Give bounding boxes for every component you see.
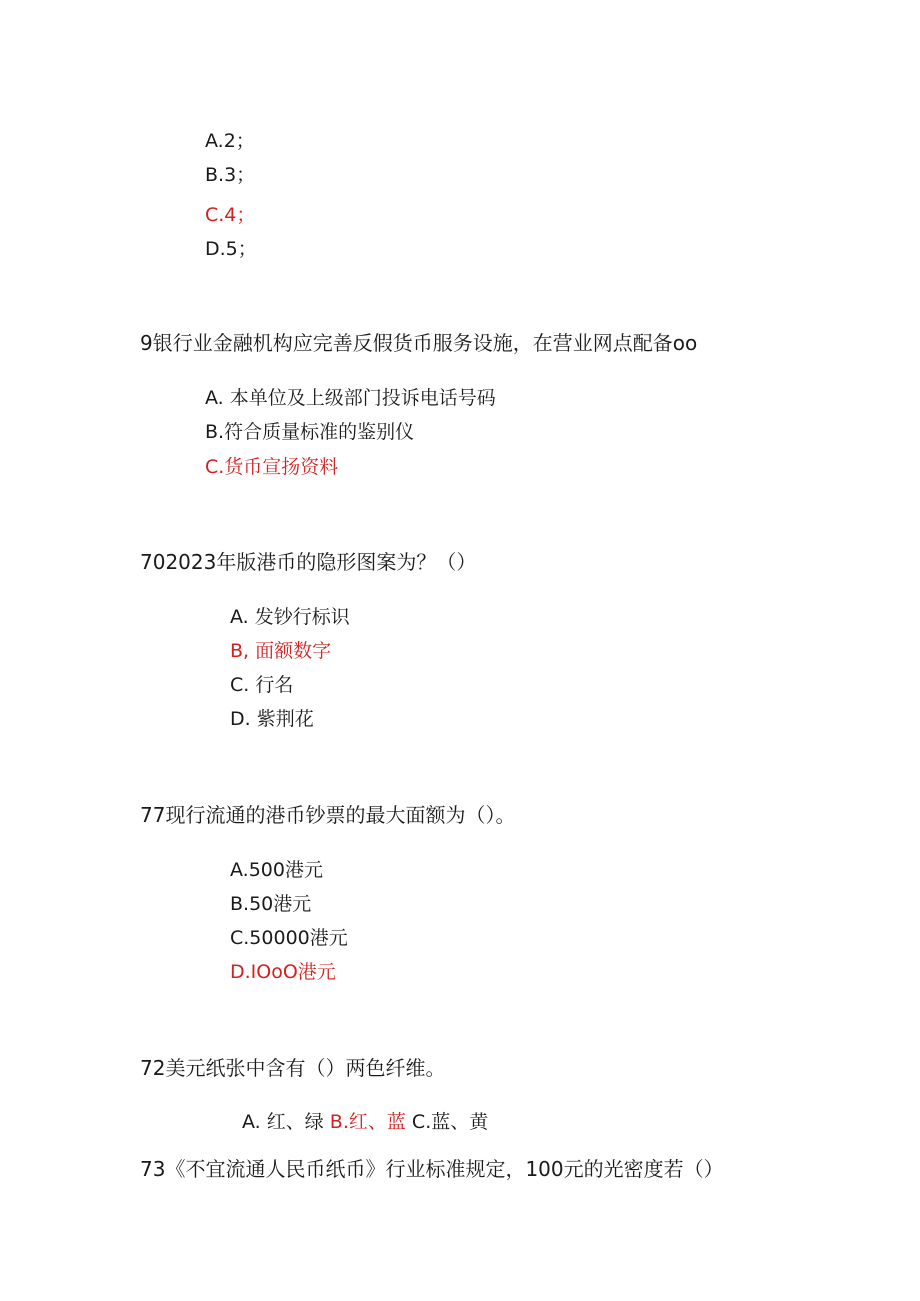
option-c: C. 行名 [230, 674, 294, 696]
option-c-correct: C.货币宣扬资料 [205, 456, 339, 478]
option-b-correct: B.红、蓝 [329, 1111, 412, 1133]
option-b-correct: B, 面额数字 [230, 640, 332, 662]
question-73: 73《不宜流通人民币纸币》行业标准规定，100元的光密度若（） [140, 1157, 724, 1181]
option-d: D.5； [205, 238, 257, 260]
question-9: 9银行业金融机构应完善反假货币服务设施，在营业网点配备oo [140, 331, 698, 355]
option-c: C.50000港元 [230, 927, 348, 949]
option-d-correct: D.IOoO港元 [230, 961, 336, 983]
option-b: B.符合质量标准的鉴别仪 [205, 421, 415, 443]
option-a: A. 本单位及上级部门投诉电话号码 [205, 387, 496, 409]
option-a: A. 红、绿 [242, 1111, 330, 1133]
option-d: D. 紫荆花 [230, 708, 314, 730]
question-70: 702023年版港币的隐形图案为？（） [140, 550, 477, 574]
option-a: A.2； [205, 130, 255, 152]
option-b: B.50港元 [230, 893, 312, 915]
option-b: B.3； [205, 164, 256, 186]
option-c-correct: C.4； [205, 204, 256, 226]
question-72: 72美元纸张中含有（）两色纤维。 [140, 1056, 446, 1080]
option-c: C.蓝、黄 [411, 1111, 489, 1133]
option-a: A. 发钞行标识 [230, 606, 350, 628]
inline-options [242, 1110, 488, 1134]
question-77: 77现行流通的港币钞票的最大面额为（）。 [140, 803, 516, 827]
option-a: A.500港元 [230, 859, 323, 881]
